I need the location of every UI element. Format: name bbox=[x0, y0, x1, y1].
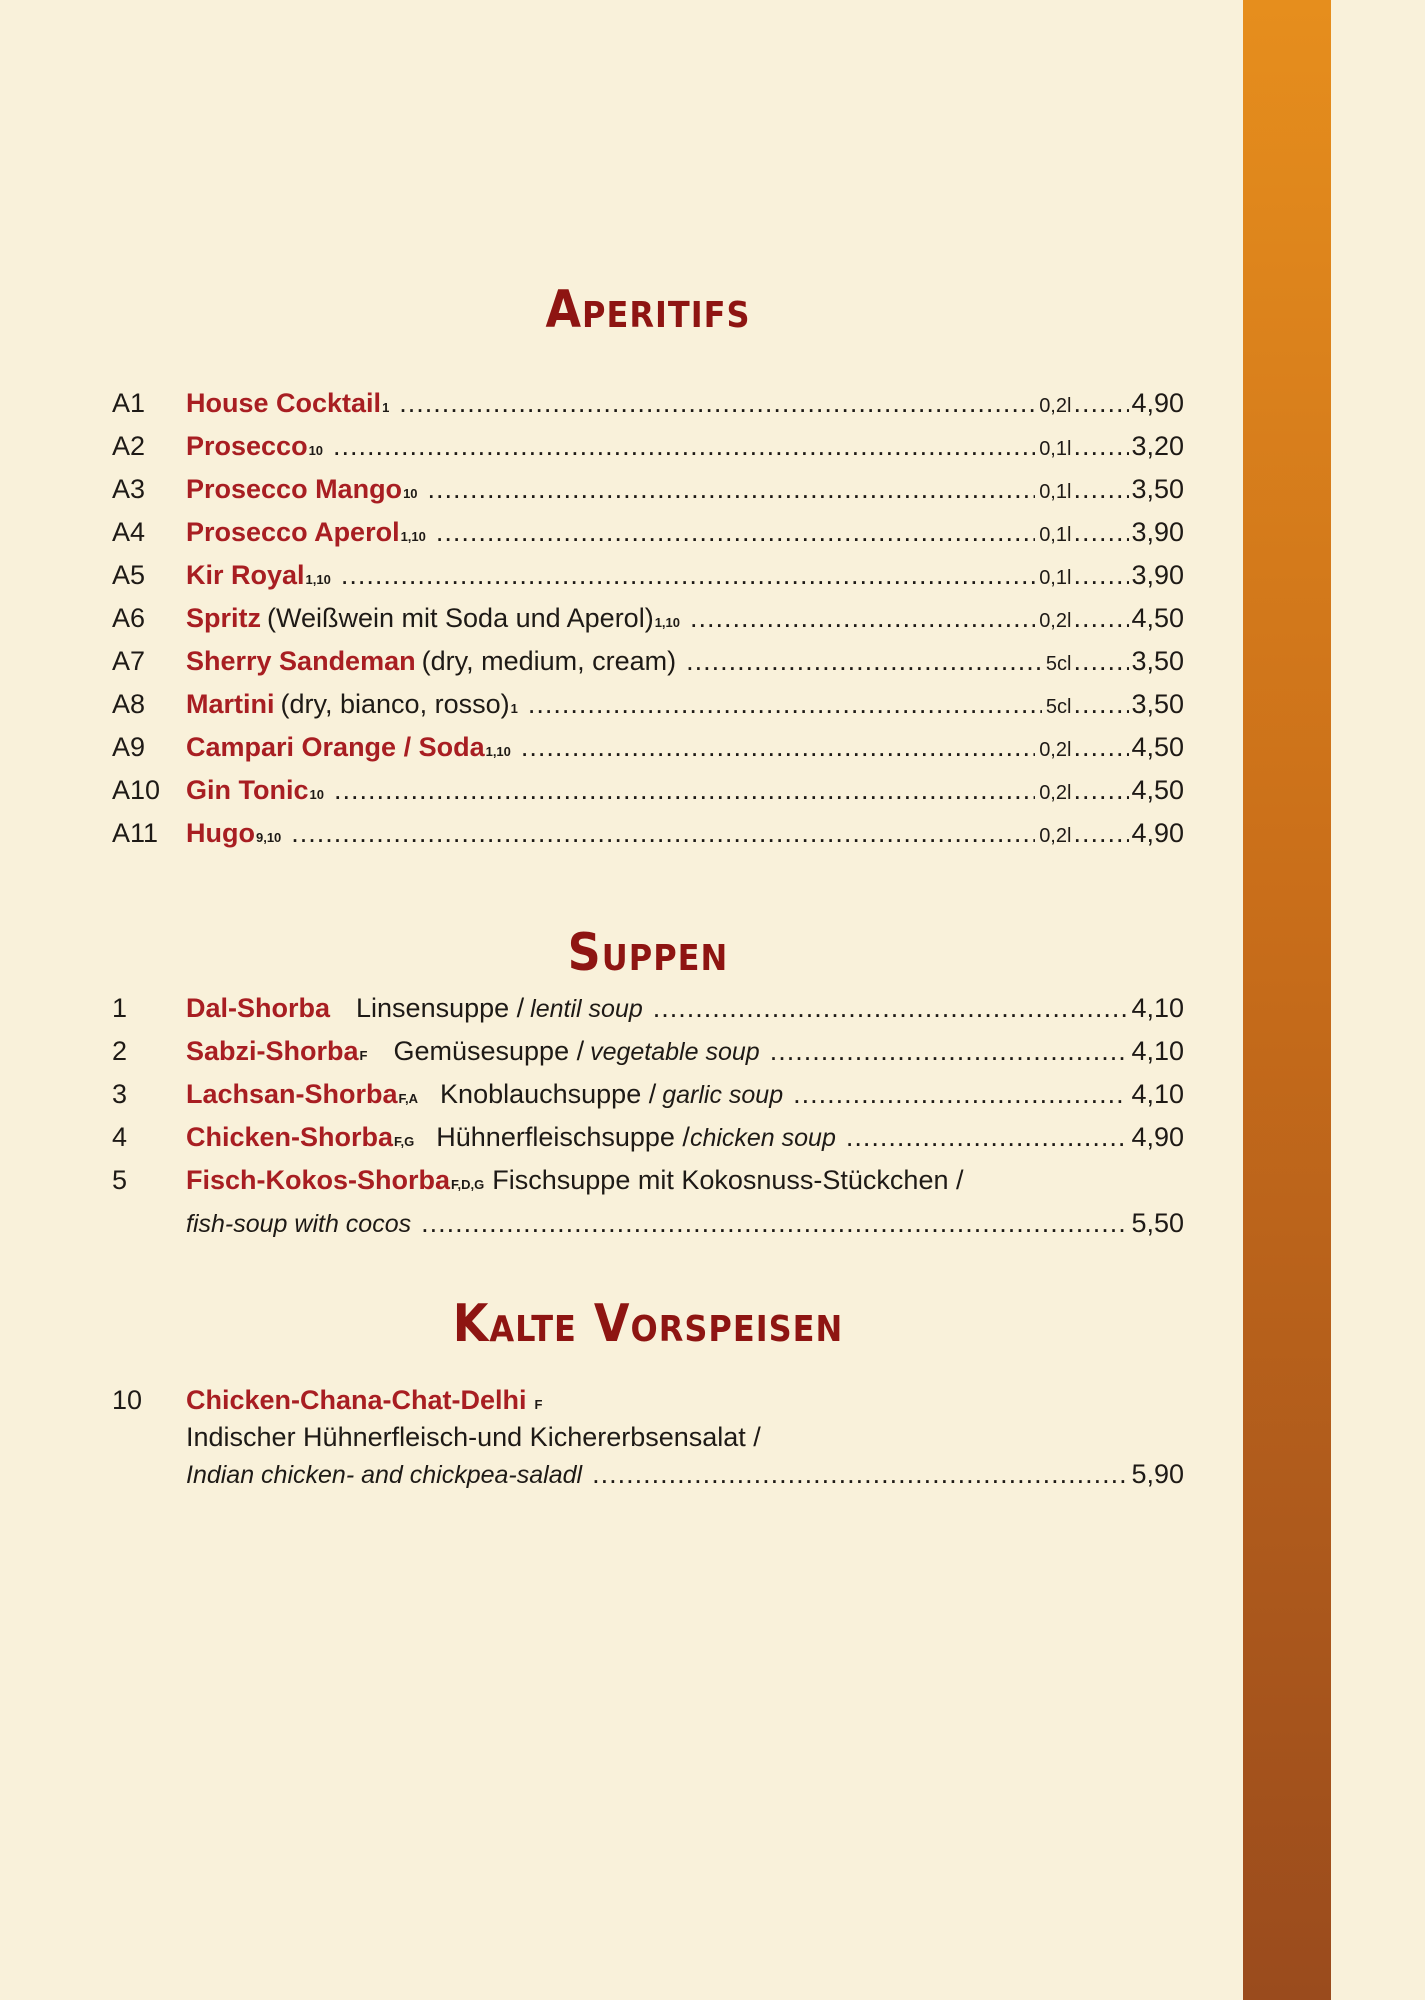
menu-item bbox=[112, 689, 1184, 732]
item-name: Campari Orange / Soda bbox=[186, 732, 485, 762]
aperitifs-title: Aperitifs bbox=[545, 278, 751, 340]
dot-leader bbox=[521, 732, 1035, 763]
item-number: A5 bbox=[112, 560, 146, 590]
menu-item bbox=[112, 646, 1184, 689]
menu-item bbox=[112, 560, 1184, 603]
dot-leader bbox=[341, 560, 1035, 591]
item-price: 4,50 bbox=[1131, 732, 1184, 762]
dot-leader bbox=[770, 1036, 1128, 1067]
item-name: Kir Royal bbox=[186, 560, 305, 590]
dot-leader bbox=[1073, 560, 1129, 591]
item-price: 4,90 bbox=[1131, 1122, 1184, 1152]
dot-leader bbox=[1073, 732, 1129, 763]
item-name: Chicken-Chana-Chat-Delhi bbox=[186, 1385, 527, 1415]
menu-item bbox=[112, 1385, 1184, 1422]
item-number: A11 bbox=[112, 818, 159, 848]
allergen-code: F,G bbox=[394, 1134, 415, 1149]
item-number: A4 bbox=[112, 517, 146, 547]
dot-leader bbox=[846, 1122, 1128, 1153]
item-price: 4,50 bbox=[1131, 775, 1184, 805]
item-price: 3,20 bbox=[1131, 431, 1184, 461]
dot-leader bbox=[653, 993, 1128, 1024]
menu-item bbox=[112, 732, 1184, 775]
dot-leader bbox=[528, 689, 1042, 720]
dot-leader bbox=[334, 775, 1035, 806]
dot-leader bbox=[399, 388, 1035, 419]
item-number: 1 bbox=[112, 993, 128, 1023]
allergen-code: 10 bbox=[308, 443, 324, 458]
item-description-de: Fischsuppe mit Kokosnuss-Stückchen / bbox=[492, 1165, 964, 1195]
item-description-en: fish-soup with cocos bbox=[186, 1210, 412, 1238]
item-volume: 0,2l bbox=[1039, 782, 1072, 804]
item-number: 4 bbox=[112, 1122, 128, 1152]
menu-item bbox=[112, 603, 1184, 646]
item-price: 5,50 bbox=[1131, 1208, 1184, 1238]
item-number: 3 bbox=[112, 1079, 128, 1109]
item-description-en: chicken soup bbox=[689, 1124, 836, 1152]
item-number: A2 bbox=[112, 431, 146, 461]
item-number: A9 bbox=[112, 732, 146, 762]
item-number: 5 bbox=[112, 1165, 128, 1195]
item-price: 4,50 bbox=[1131, 603, 1184, 633]
allergen-code: F,A bbox=[398, 1091, 419, 1106]
item-number: A7 bbox=[112, 646, 146, 676]
item-volume: 0,2l bbox=[1039, 825, 1072, 847]
dot-leader bbox=[793, 1079, 1127, 1110]
allergen-code: 10 bbox=[309, 787, 324, 802]
menu-item bbox=[112, 1122, 1184, 1165]
item-volume: 0,1l bbox=[1039, 567, 1072, 589]
item-description-en: vegetable soup bbox=[590, 1038, 760, 1066]
item-name: Martini bbox=[186, 689, 275, 719]
item-price: 3,50 bbox=[1131, 689, 1184, 719]
item-price: 3,90 bbox=[1131, 517, 1184, 547]
dot-leader bbox=[1073, 689, 1129, 720]
item-price: 4,10 bbox=[1131, 1036, 1184, 1066]
allergen-code: F bbox=[534, 1397, 543, 1412]
dot-leader bbox=[291, 818, 1035, 849]
item-name: Prosecco Mango bbox=[186, 474, 403, 504]
item-description: (Weißwein mit Soda und Aperol) bbox=[267, 603, 654, 633]
dot-leader bbox=[1073, 603, 1129, 634]
allergen-code: 1,10 bbox=[400, 529, 426, 544]
dot-leader bbox=[592, 1459, 1127, 1490]
suppen-list bbox=[112, 993, 1184, 1251]
aperitifs-list bbox=[112, 388, 1184, 861]
dot-leader bbox=[1073, 517, 1129, 548]
allergen-code: 1 bbox=[382, 400, 390, 415]
dot-leader bbox=[1073, 775, 1129, 806]
item-description-en: garlic soup bbox=[662, 1081, 784, 1109]
item-volume: 5cl bbox=[1045, 696, 1072, 718]
menu-item bbox=[112, 775, 1184, 818]
orange-sidebar bbox=[1243, 0, 1331, 2000]
allergen-code: 1,10 bbox=[305, 572, 331, 587]
item-description-de: Indischer Hühnerfleisch-und Kichererbsensalat / bbox=[186, 1422, 761, 1452]
menu-item bbox=[112, 388, 1184, 431]
item-name: Chicken-Shorba bbox=[186, 1122, 394, 1152]
allergen-code: 1 bbox=[510, 701, 518, 716]
item-price: 4,90 bbox=[1131, 388, 1184, 418]
dot-leader bbox=[421, 1208, 1127, 1239]
dot-leader bbox=[1073, 646, 1129, 677]
item-volume: 0,1l bbox=[1039, 481, 1072, 503]
dot-leader bbox=[333, 431, 1035, 462]
item-number: 10 bbox=[112, 1385, 143, 1415]
item-volume: 0,1l bbox=[1039, 438, 1072, 460]
item-price: 5,90 bbox=[1131, 1459, 1184, 1489]
dot-leader bbox=[1073, 474, 1129, 505]
dot-leader bbox=[1073, 388, 1129, 419]
menu-item bbox=[112, 431, 1184, 474]
item-number: 2 bbox=[112, 1036, 128, 1066]
item-number: A1 bbox=[112, 388, 146, 418]
item-description-en: Indian chicken- and chickpea-saladl bbox=[186, 1461, 583, 1489]
item-name: Sherry Sandeman bbox=[186, 646, 416, 676]
item-number: A8 bbox=[112, 689, 146, 719]
item-price: 4,10 bbox=[1131, 993, 1184, 1023]
dot-leader bbox=[690, 603, 1035, 634]
menu-item-continuation bbox=[112, 1422, 1184, 1459]
allergen-code: 1,10 bbox=[485, 744, 511, 759]
item-name: Spritz bbox=[186, 603, 262, 633]
menu-item bbox=[112, 1036, 1184, 1079]
allergen-code: 9,10 bbox=[255, 830, 282, 845]
kalte-vorspeisen-list bbox=[112, 1385, 1184, 1496]
item-number: A6 bbox=[112, 603, 146, 633]
item-price: 4,90 bbox=[1131, 818, 1184, 848]
dot-leader bbox=[436, 517, 1035, 548]
item-description-en: lentil soup bbox=[530, 995, 643, 1023]
menu-item bbox=[112, 1079, 1184, 1122]
item-volume: 0,2l bbox=[1039, 739, 1072, 761]
item-volume: 0,2l bbox=[1039, 395, 1072, 417]
allergen-code: 10 bbox=[403, 486, 418, 501]
item-number: A10 bbox=[112, 775, 161, 805]
menu-item-continuation bbox=[112, 1459, 1184, 1496]
item-name: Gin Tonic bbox=[186, 775, 309, 805]
item-number: A3 bbox=[112, 474, 146, 504]
item-description-de: Hühnerfleischsuppe / bbox=[436, 1122, 690, 1152]
menu-item-continuation bbox=[112, 1208, 1184, 1251]
item-volume: 0,2l bbox=[1039, 610, 1072, 632]
menu-item bbox=[112, 474, 1184, 517]
item-name: Prosecco bbox=[186, 431, 308, 461]
item-price: 3,90 bbox=[1131, 560, 1184, 590]
item-name: Sabzi-Shorba bbox=[186, 1036, 359, 1066]
kalte-vorspeisen-title: Kalte Vorspeisen bbox=[452, 1292, 844, 1354]
item-description-de: Linsensuppe / bbox=[356, 993, 525, 1023]
item-price: 4,10 bbox=[1131, 1079, 1184, 1109]
item-name: Lachsan-Shorba bbox=[186, 1079, 398, 1109]
item-name: Dal-Shorba bbox=[186, 993, 331, 1023]
item-name: Prosecco Aperol bbox=[186, 517, 400, 547]
menu-item bbox=[112, 517, 1184, 560]
item-description: (dry, bianco, rosso) bbox=[280, 689, 510, 719]
item-volume: 0,1l bbox=[1039, 524, 1072, 546]
dot-leader bbox=[686, 646, 1042, 677]
item-price: 3,50 bbox=[1131, 474, 1184, 504]
dot-leader bbox=[428, 474, 1036, 505]
menu-item bbox=[112, 993, 1184, 1036]
item-name: Fisch-Kokos-Shorba bbox=[186, 1165, 451, 1195]
item-price: 3,50 bbox=[1131, 646, 1184, 676]
menu-item bbox=[112, 818, 1184, 861]
item-description: (dry, medium, cream) bbox=[421, 646, 677, 676]
suppen-title: Suppen bbox=[567, 921, 729, 983]
allergen-code: F bbox=[359, 1048, 368, 1063]
item-description-de: Gemüsesuppe / bbox=[393, 1036, 585, 1066]
dot-leader bbox=[1073, 431, 1129, 462]
allergen-code: F,D,G bbox=[451, 1177, 485, 1192]
allergen-code: 1,10 bbox=[654, 615, 681, 630]
item-volume: 5cl bbox=[1045, 653, 1072, 675]
item-description-de: Knoblauchsuppe / bbox=[440, 1079, 657, 1109]
menu-item bbox=[112, 1165, 1184, 1208]
item-name: House Cocktail bbox=[186, 388, 382, 418]
dot-leader bbox=[1073, 818, 1129, 849]
item-name: Hugo bbox=[186, 818, 255, 848]
